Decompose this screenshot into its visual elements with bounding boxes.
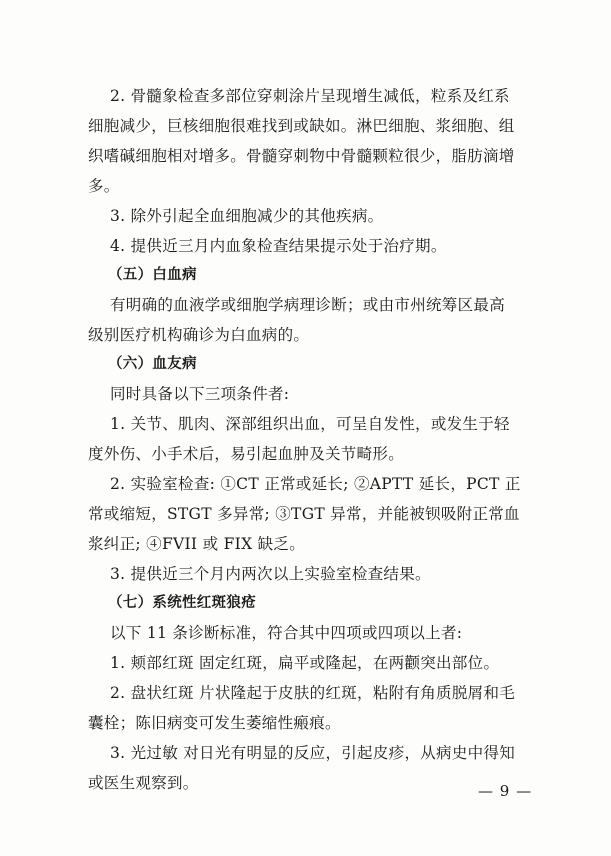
paragraph-line: 度外伤、小手术后，易引起血肿及关节畸形。 [88, 445, 405, 463]
paragraph-line: 1. 颊部红斑 固定红斑，扁平或隆起，在两颧突出部位。 [110, 654, 500, 672]
section-heading-leukemia: （五）白血病 [108, 267, 197, 283]
paragraph-line: 3. 除外引起全血细胞减少的其他疾病。 [110, 207, 384, 225]
paragraph-line: 囊栓；陈旧病变可发生萎缩性瘢痕。 [88, 714, 341, 732]
section-heading-hemophilia: （六）血友病 [108, 356, 197, 372]
paragraph-line: 2. 实验室检查: ①CT 正常或延长; ②APTT 延长，PCT 正 [110, 475, 521, 493]
paragraph-line: 2. 盘状红斑 片状隆起于皮肤的红斑，粘附有角质脱屑和毛 [110, 684, 516, 702]
paragraph-line: 3. 光过敏 对日光有明显的反应，引起皮疹，从病史中得知 [110, 744, 516, 762]
page-number: — 9 — [478, 782, 533, 800]
paragraph-line: 浆纠正; ④FVII 或 FIX 缺乏。 [88, 535, 306, 553]
paragraph-line: 4. 提供近三月内血象检查结果提示处于治疗期。 [110, 237, 447, 255]
paragraph-line: 级别医疗机构确诊为白血病的。 [88, 326, 310, 344]
paragraph-line: 多。 [88, 177, 120, 195]
section-heading-lupus: （七）系统性红斑狼疮 [108, 595, 256, 611]
paragraph-line: 2. 骨髓象检查多部位穿刺涂片呈现增生减低，粒系及红系 [110, 87, 510, 105]
paragraph-line: 常或缩短，STGT 多异常; ③TGT 异常，并能被钡吸附正常血 [88, 505, 520, 523]
paragraph-line: 细胞减少，巨核细胞很难找到或缺如。淋巴细胞、浆细胞、组 [88, 117, 515, 135]
paragraph-line: 有明确的血液学或细胞学病理诊断；或由市州统筹区最高 [110, 296, 506, 314]
paragraph-line: 3. 提供近三个月内两次以上实验室检查结果。 [110, 565, 431, 583]
paragraph-line: 同时具备以下三项条件者: [110, 385, 290, 403]
paragraph-line: 或医生观察到。 [88, 774, 199, 792]
paragraph-line: 1. 关节、肌肉、深部组织出血，可呈自发性，或发生于轻 [110, 415, 510, 433]
paragraph-line: 以下 11 条诊断标准，符合其中四项或四项以上者: [110, 624, 463, 642]
paragraph-line: 织嗜碱细胞相对增多。骨髓穿刺物中骨髓颗粒很少，脂肪滴增 [88, 147, 515, 165]
